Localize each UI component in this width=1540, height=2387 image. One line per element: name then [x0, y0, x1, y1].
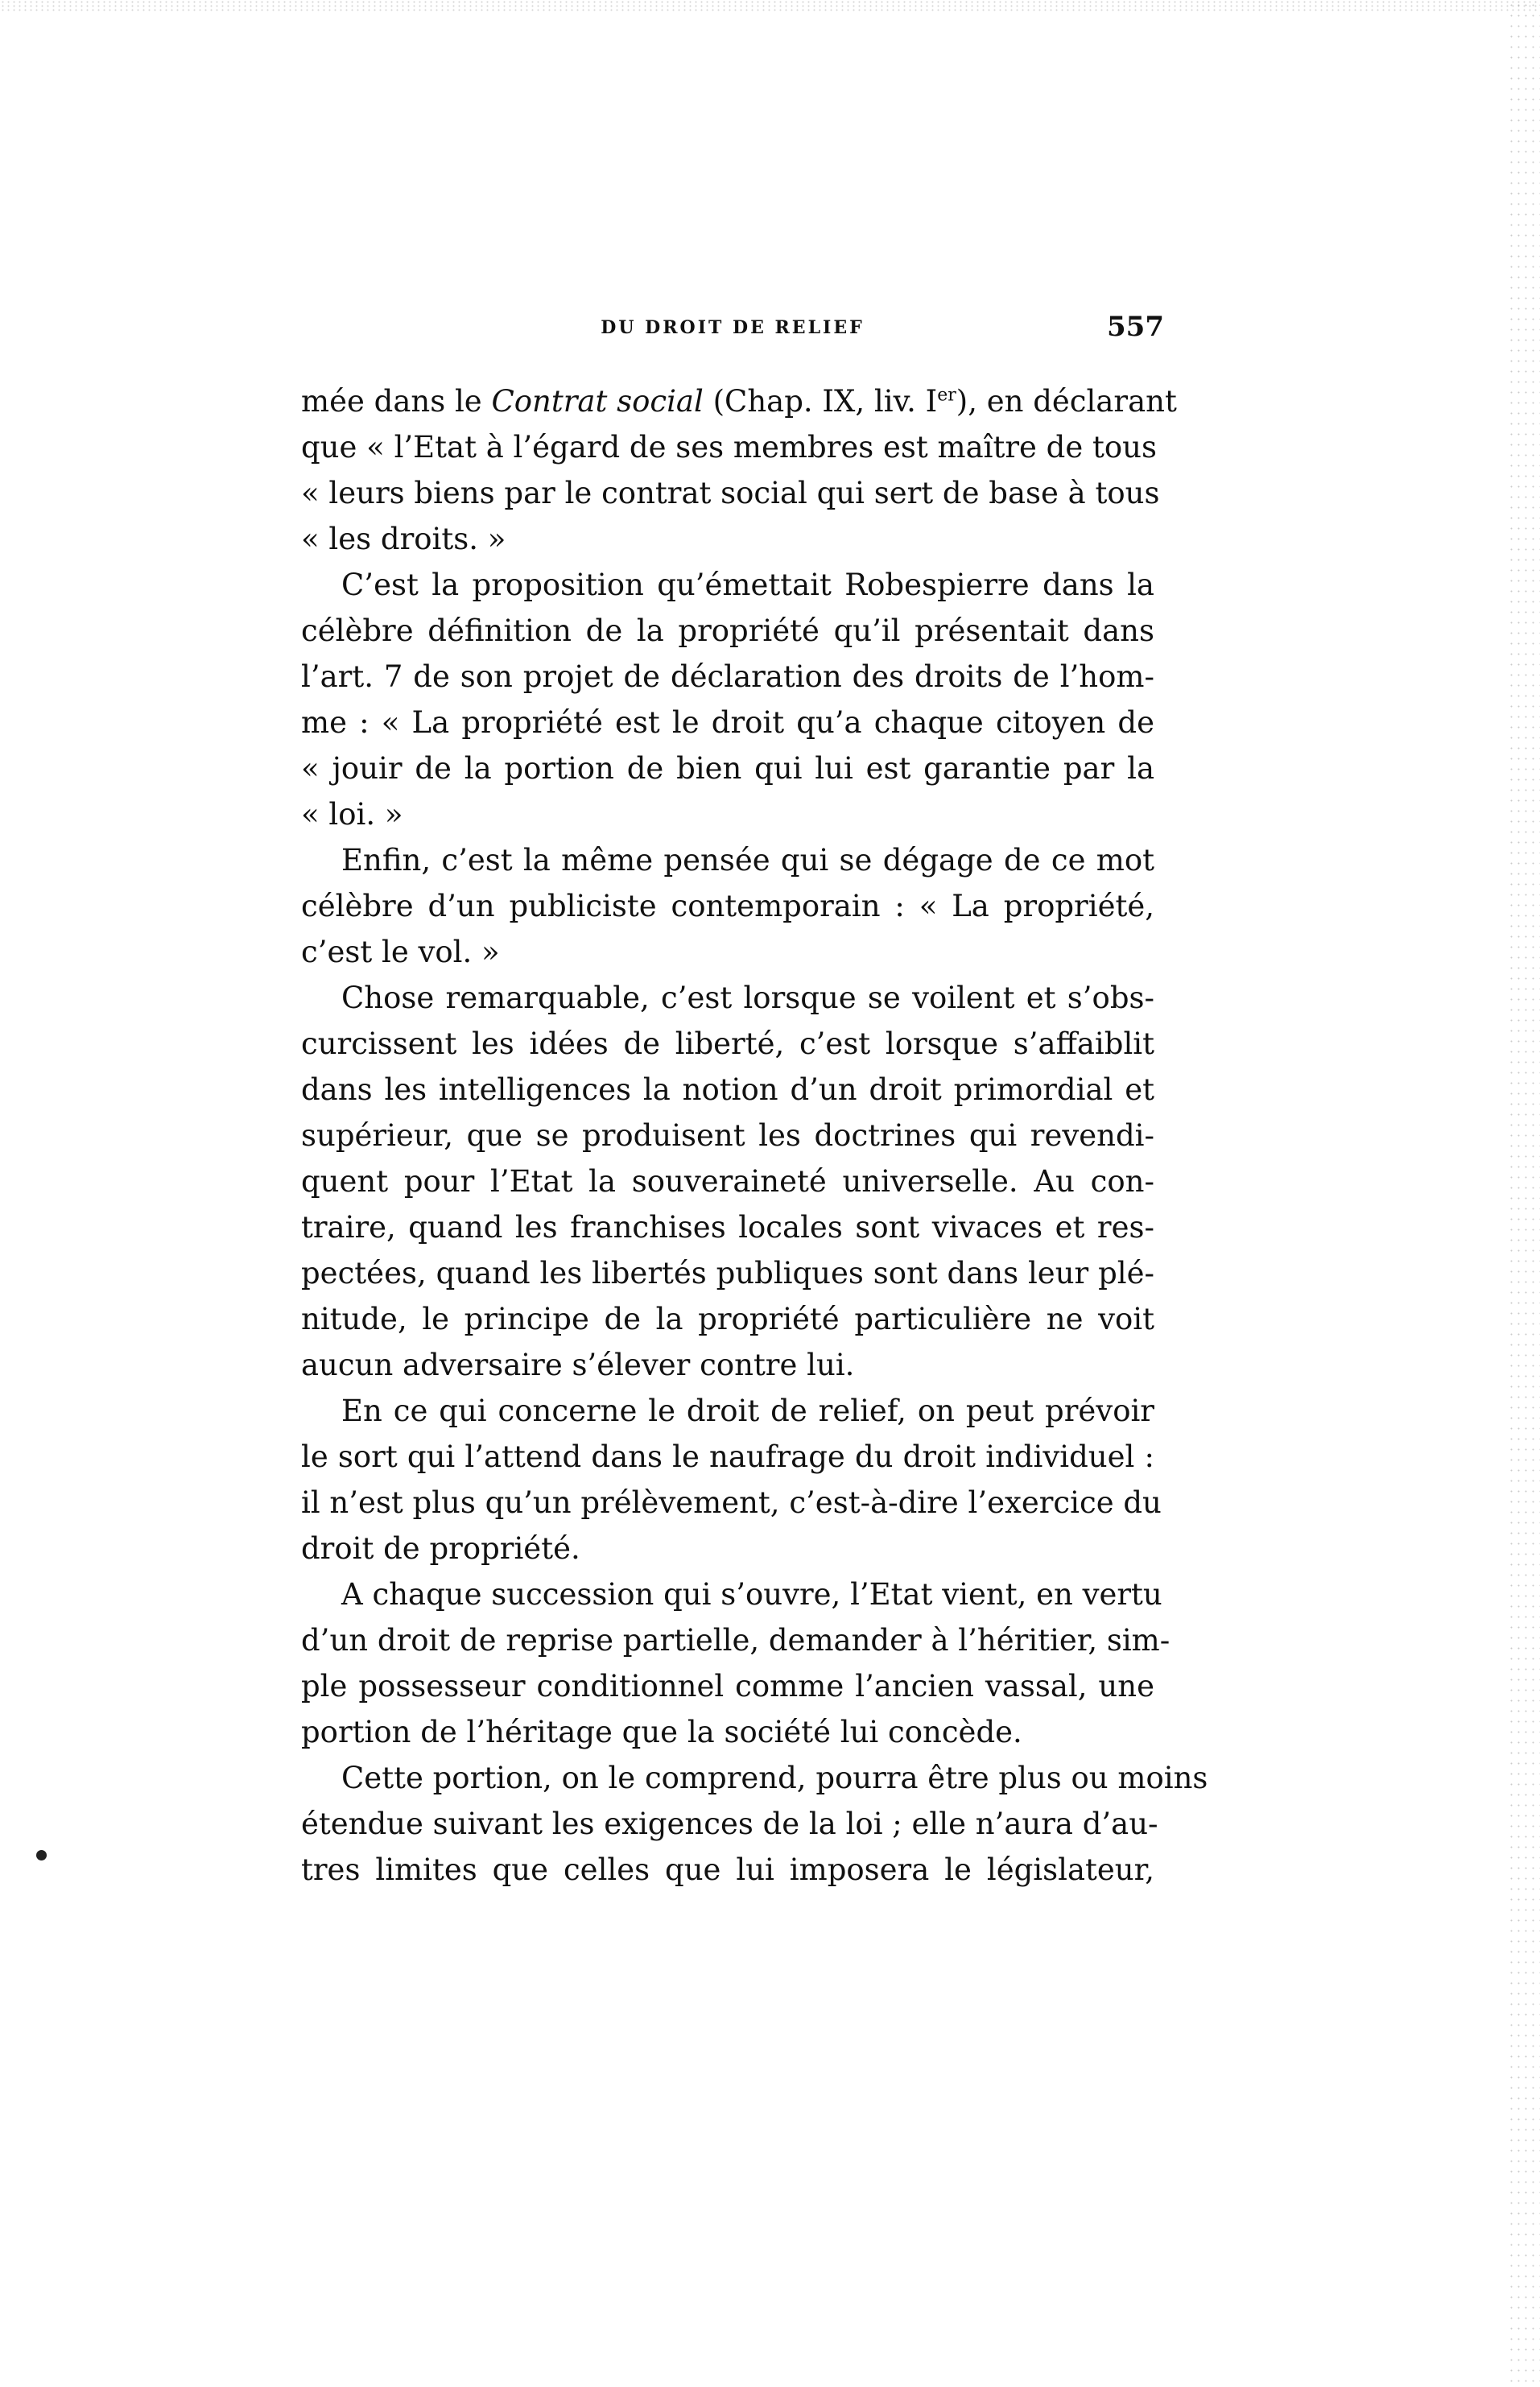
text-line: « leurs biens par le contrat social qui sert de base à tous [301, 476, 1160, 510]
text-line: il n’est plus qu’un prélèvement, c’est-à-dire l’exercice du [301, 1485, 1162, 1520]
text-line: traire, quand les franchises locales sont vivaces et res- [301, 1210, 1154, 1245]
text-line: droit de propriété. [301, 1531, 580, 1566]
text-line: nitude, le principe de la propriété particulière ne voit [301, 1302, 1154, 1336]
text-line: c’est le vol. » [301, 935, 500, 969]
text-line: « jouir de la portion de bien qui lui est garantie par la [301, 751, 1154, 786]
text-line: célèbre définition de la propriété qu’il présentait dans [301, 613, 1154, 648]
text-line: supérieur, que se produisent les doctrines qui revendi- [301, 1118, 1154, 1153]
scan-noise-top [0, 0, 1540, 11]
text-line: pectées, quand les libertés publiques sont dans leur plé- [301, 1256, 1154, 1291]
scan-noise-right-edge [1508, 0, 1540, 2387]
text-line: me : « La propriété est le droit qu’a chaque citoyen de [301, 705, 1154, 740]
italic-title: Contrat social [491, 384, 704, 419]
text-line: célèbre d’un publiciste contemporain : « La propriété, [301, 889, 1154, 923]
paragraph-start-line: En ce qui concerne le droit de relief, on peut prévoir [341, 1394, 1154, 1428]
running-head [301, 311, 1164, 346]
text-line: ple possesseur conditionnel comme l’ancien vassal, une [301, 1669, 1154, 1704]
text-line: mée dans le Contrat social (Chap. IX, liv. Ier), en déclarant [301, 384, 1177, 419]
running-title: DU DROIT DE RELIEF [601, 317, 865, 338]
text-line: quent pour l’Etat la souveraineté universelle. Au con- [301, 1164, 1154, 1199]
text-line: curcissent les idées de liberté, c’est lorsque s’affaiblit [301, 1026, 1154, 1061]
text-line: portion de l’héritage que la société lui concède. [301, 1715, 1022, 1749]
page-number: 557 [1107, 311, 1164, 343]
text-line: le sort qui l’attend dans le naufrage du droit individuel : [301, 1439, 1154, 1474]
text-line: étendue suivant les exigences de la loi ; elle n’aura d’au- [301, 1807, 1158, 1841]
body-text [301, 378, 1208, 1893]
text-line: que « l’Etat à l’égard de ses membres est maître de tous [301, 430, 1157, 465]
text-line: dans les intelligences la notion d’un droit primordial et [301, 1072, 1154, 1107]
paragraph-start-line: C’est la proposition qu’émettait Robespierre dans la [341, 568, 1154, 602]
text-line: tres limites que celles que lui imposera le législateur, [301, 1852, 1154, 1887]
paragraph-start-line: A chaque succession qui s’ouvre, l’Etat vient, en vertu [341, 1577, 1162, 1612]
paragraph-start-line: Chose remarquable, c’est lorsque se voilent et s’obs- [341, 981, 1154, 1015]
text-line: « les droits. » [301, 522, 506, 556]
text-line: l’art. 7 de son projet de déclaration des droits de l’hom- [301, 659, 1154, 694]
ink-dot [36, 1850, 47, 1860]
paragraph-start-line: Cette portion, on le comprend, pourra être plus ou moins [341, 1761, 1208, 1795]
text-line: « loi. » [301, 797, 403, 832]
paragraph-start-line: Enfin, c’est la même pensée qui se dégage de ce mot [341, 843, 1154, 878]
text-line: aucun adversaire s’élever contre lui. [301, 1348, 855, 1382]
text-line: d’un droit de reprise partielle, demander à l’héritier, sim- [301, 1623, 1170, 1658]
